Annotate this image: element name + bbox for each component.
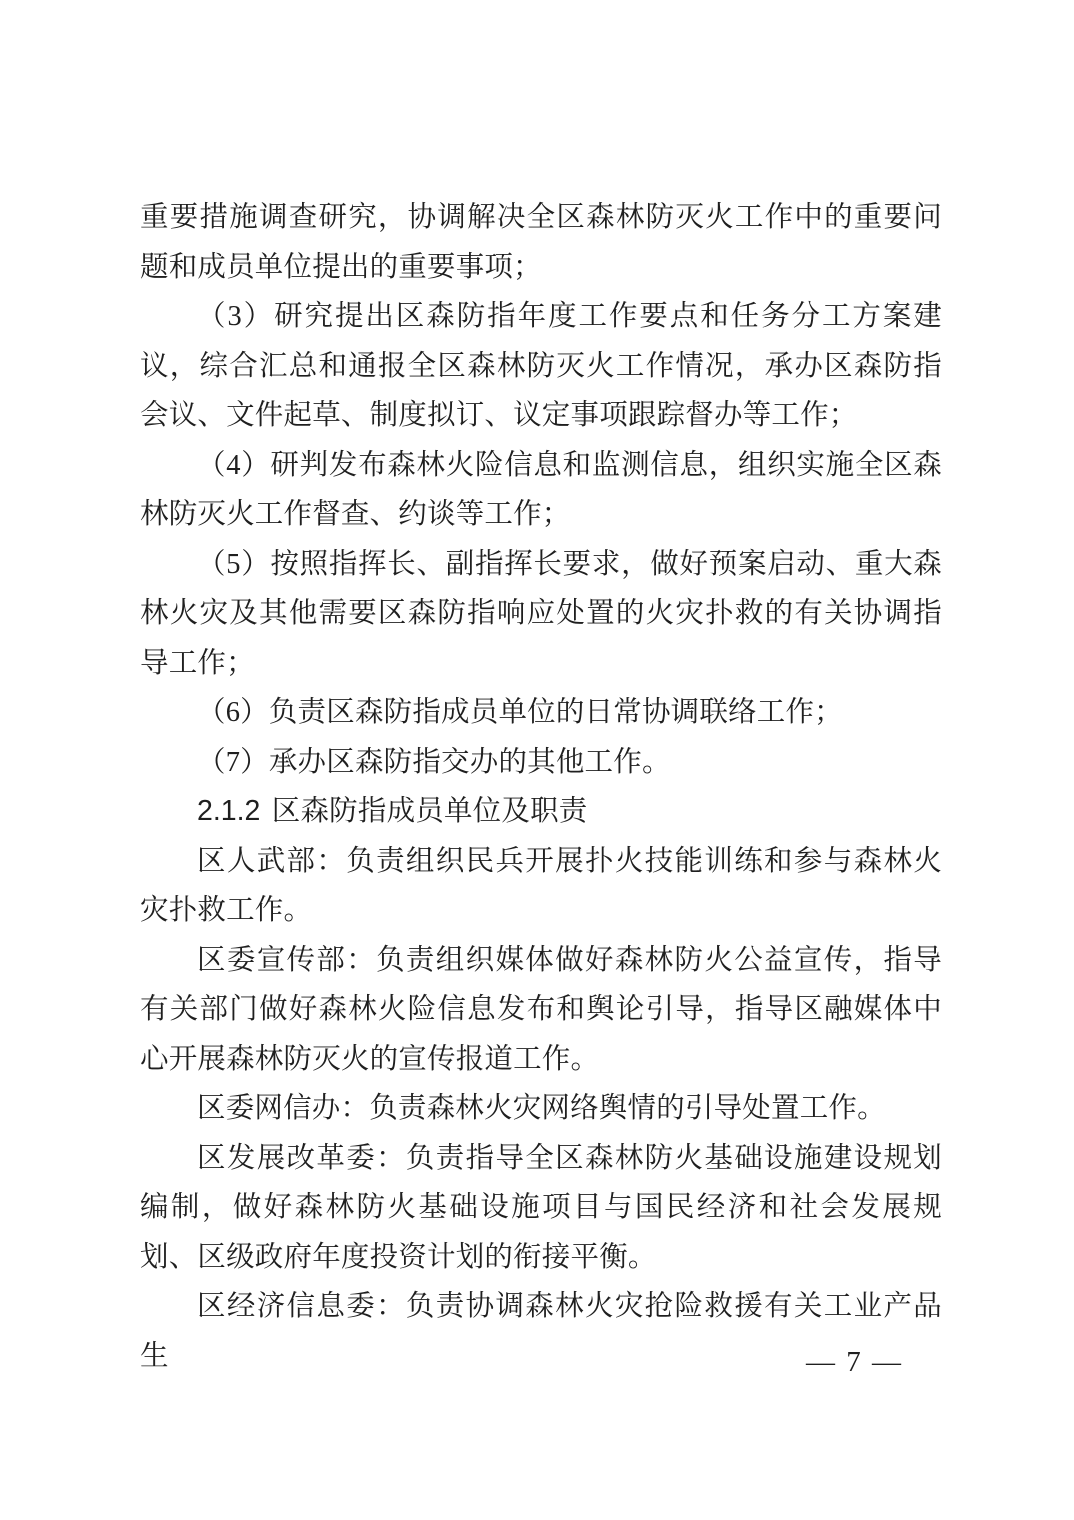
paragraph-continuation: 重要措施调查研究，协调解决全区森林防灭火工作中的重要问题和成员单位提出的重要事项； [140,202,942,283]
paragraph-item-4: （4）研判发布森林火险信息和监测信息，组织实施全区森林防灭火工作督查、约谈等工作； [140,449,942,530]
paragraph-wangxinban: 区委网信办：负责森林火灾网络舆情的引导处置工作。 [197,1093,886,1124]
section-heading-number: 2.1.2 [197,795,261,827]
paragraph-item-7: （7）承办区森防指交办的其他工作。 [197,746,671,778]
paragraph-item-5: （5）按照指挥长、副指挥长要求，做好预案启动、重大森林火灾及其他需要区森防指响应处置的火灾扑救的有关协调指导工作； [140,548,942,679]
section-heading-2-1-2 [140,787,942,837]
document-body [140,193,942,1381]
paragraph-fazhangaigewei: 区发展改革委：负责指导全区森林防火基础设施建设规划编制，做好森林防火基础设施项目与国民经济和社会发展规划、区级政府年度投资计划的衔接平衡。 [140,1142,942,1273]
section-heading-title: 区森防指成员单位及职责 [271,796,588,827]
page-number-footer: — 7 — [806,1346,903,1378]
paragraph-item-3: （3）研究提出区森防指年度工作要点和任务分工方案建议，综合汇总和通报全区森林防灭火工作情况，承办区森防指会议、文件起草、制度拟订、议定事项跟踪督办等工作； [140,301,942,431]
paragraph-renwubu: 区人武部：负责组织民兵开展扑火技能训练和参与森林火灾扑救工作。 [140,845,942,926]
paragraph-xuanchuanbu: 区委宣传部：负责组织媒体做好森林防火公益宣传，指导有关部门做好森林火险信息发布和舆论引导，指导区融媒体中心开展森林防灭火的宣传报道工作。 [140,944,942,1075]
paragraph-item-6: （6）负责区森防指成员单位的日常协调联络工作； [197,697,843,728]
paragraph-jingjixinxiwei: 区经济信息委：负责协调森林火灾抢险救援有关工业产品生 [140,1291,942,1372]
